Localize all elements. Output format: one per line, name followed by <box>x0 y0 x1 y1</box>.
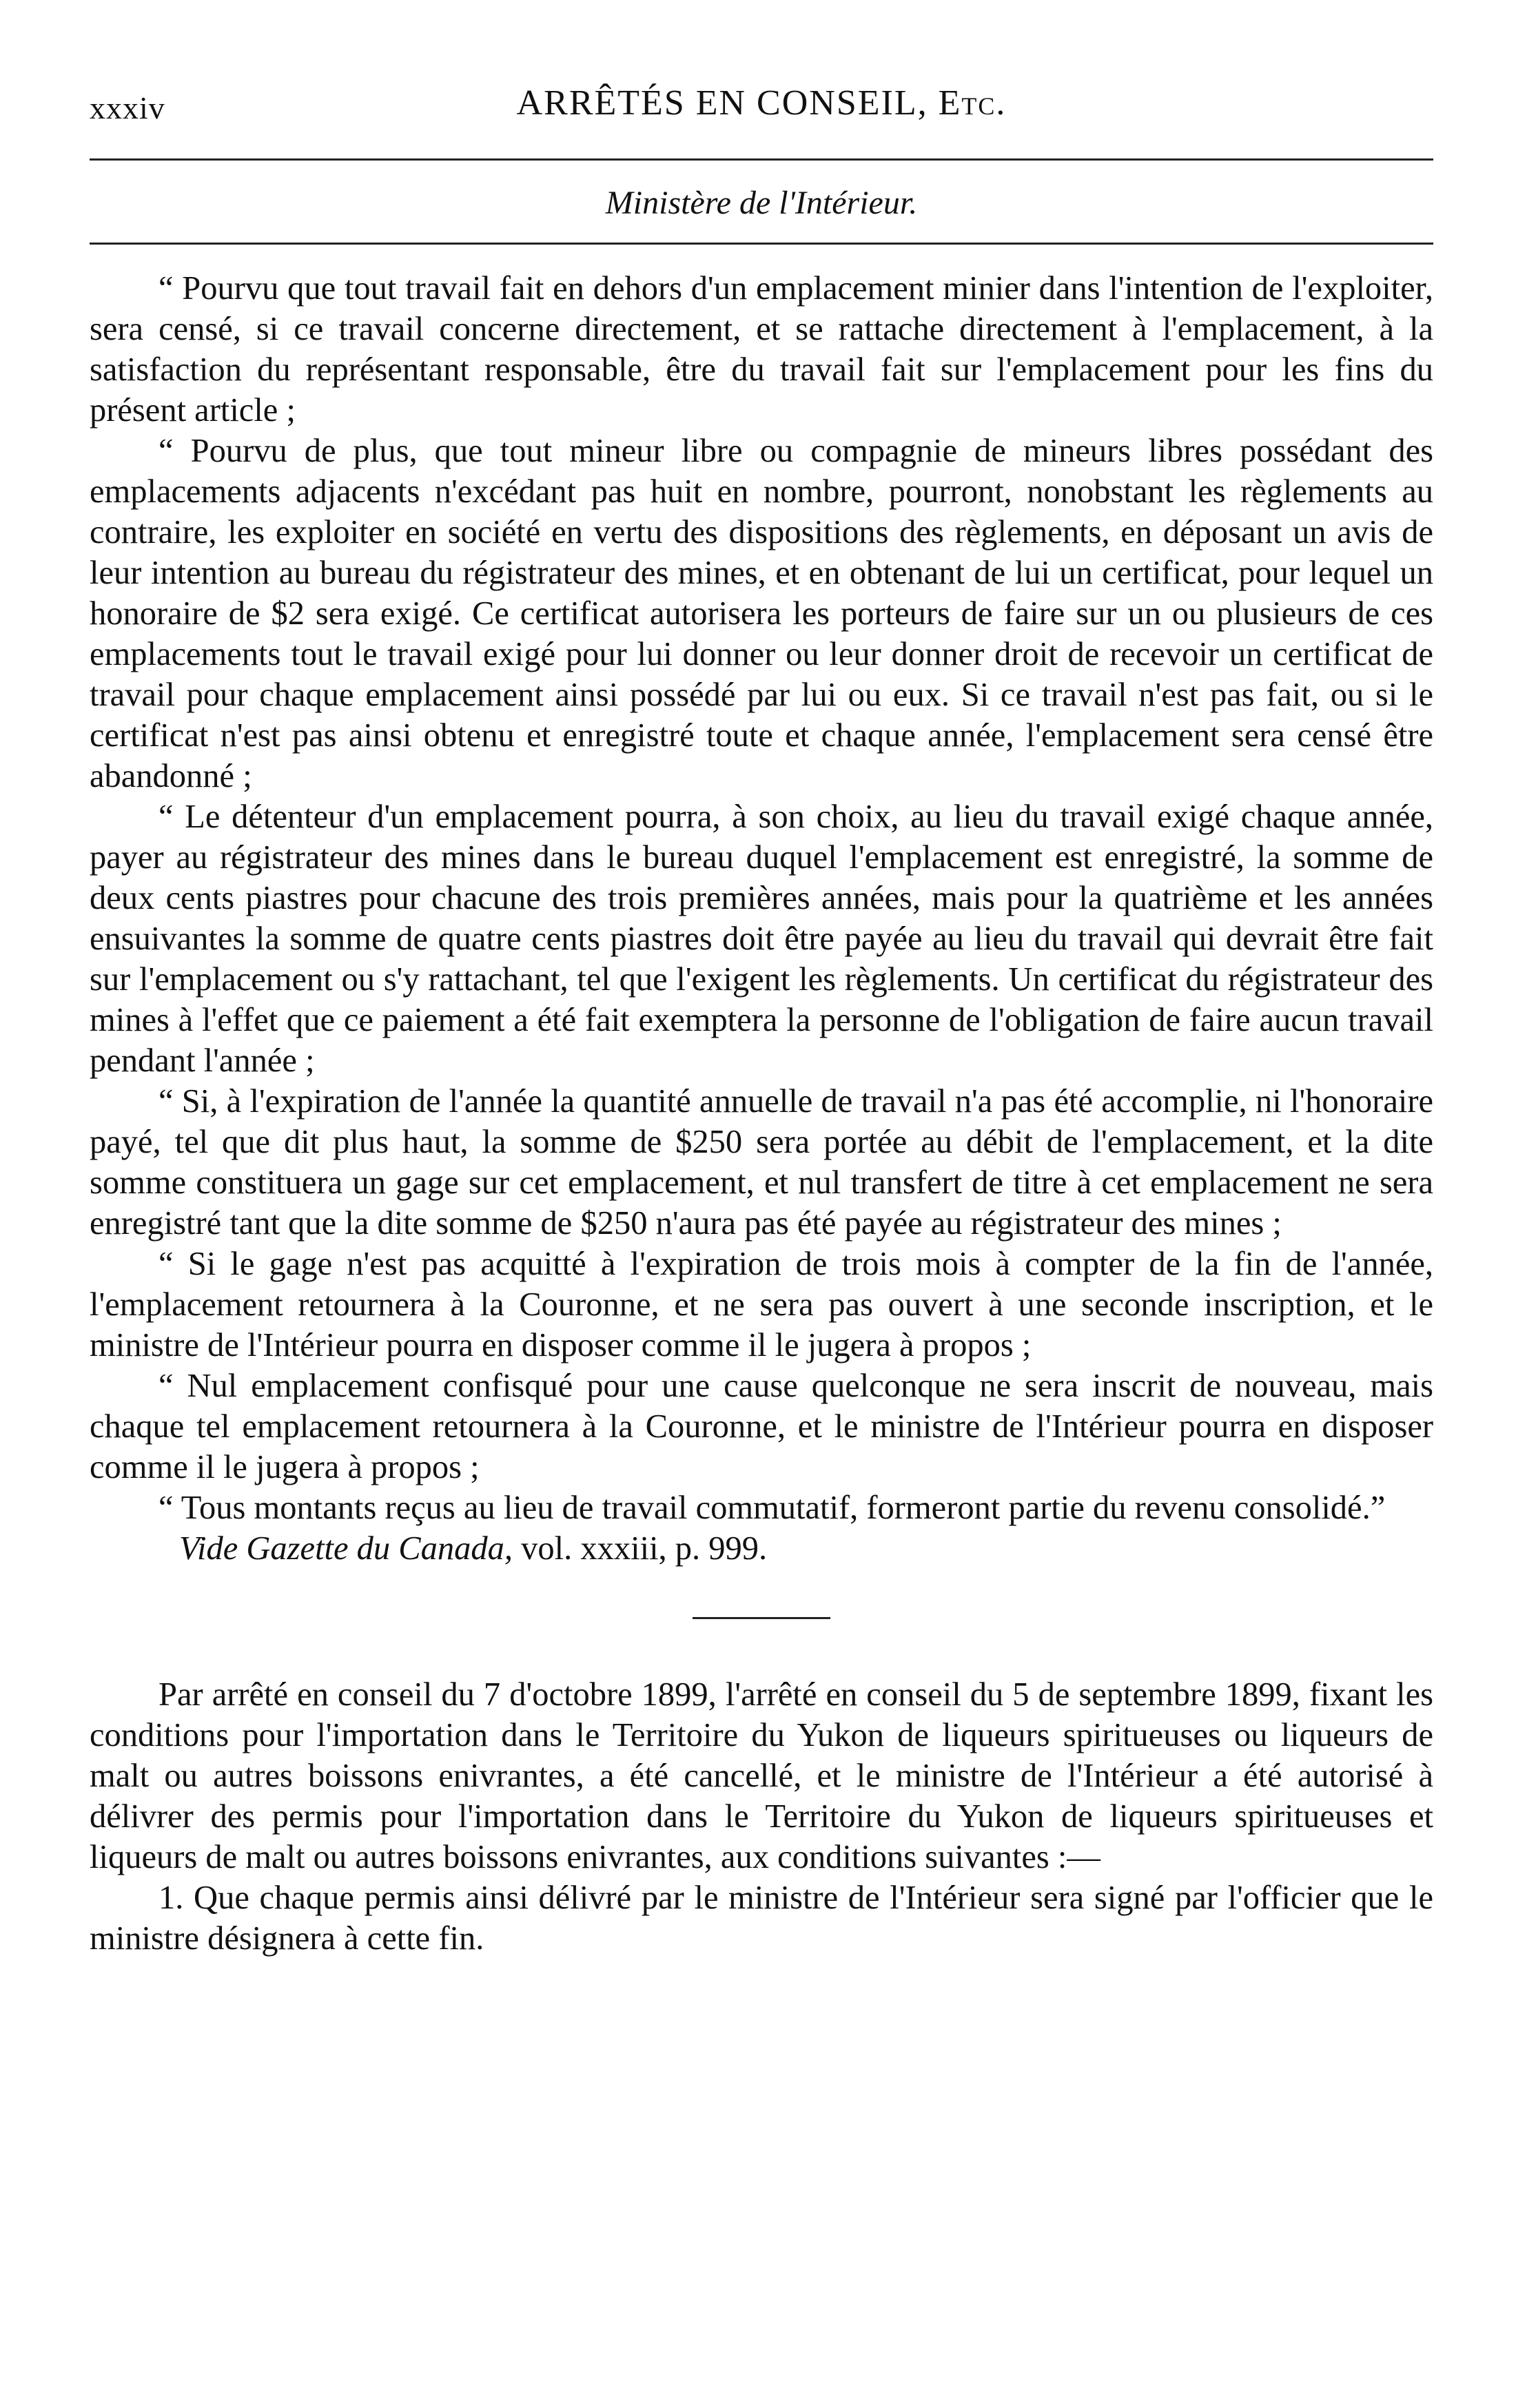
paragraph: “ Si le gage n'est pas acquitté à l'expiration de trois mois à compter de la fin de l'année, l'emplacement retournera à la Couronne, et ne sera pas ouvert à une seconde inscription, et le ministre de l'Intérieur pourra en disposer comme il le jugera à propos ; <box>90 1246 1433 1363</box>
citation-reference: vol. xxxiii, p. 999. <box>513 1530 768 1567</box>
header-rule-top <box>90 158 1433 161</box>
numbered-condition: 1. Que chaque permis ainsi délivré par le ministre de l'Intérieur sera signé par l'officier que le ministre désignera à cette fin. <box>90 1880 1433 1957</box>
header-rule-bottom <box>90 243 1433 245</box>
paragraph: “ Le détenteur d'un emplacement pourra, à son choix, au lieu du travail exigé chaque année, payer au régistrateur des mines dans le bureau duquel l'emplacement est enregistré, la somme de deux cents piastres pour chacune des trois premières années, mais pour la quatrième et les années ensuivantes la somme de quatre cents piastres doit être payée au lieu du travail qui devrait être fait sur l'emplacement ou s'y rattachant, tel que l'exigent les règlements. Un certificat du régistrateur des mines à l'effet que ce paiement a été fait exemptera la personne de l'obligation de faire aucun travail pendant l'année ; <box>90 799 1433 1079</box>
page-number: xxxiv <box>90 90 165 125</box>
paragraph: “ Pourvu de plus, que tout mineur libre ou compagnie de mineurs libres possédant des emplacements adjacents n'excédant pas huit en nombre, pourront, nonobstant les règlements au contraire, les exploiter en société en vertu des dispositions des règlements, en déposant un avis de leur intention au bureau du régistrateur des mines, et en obtenant de lui un certificat, pour lequel un honoraire de $2 sera exigé. Ce certificat autorisera les porteurs de faire sur un ou plusieurs de ces emplacements tout le travail exigé pour lui donner ou leur donner droit de recevoir un certificat de travail pour chaque emplacement ainsi possédé par lui ou eux. Si ce travail n'est pas fait, ou si le certificat n'est pas ainsi obtenu et enregistré toute et chaque année, l'emplacement sera censé être abandonné ; <box>90 433 1433 794</box>
paragraph: “ Pourvu que tout travail fait en dehors d'un emplacement minier dans l'intention de l'exploiter, sera censé, si ce travail concerne directement, et se rattache directement à l'emplacement, à la satisfaction du représentant responsable, être du travail fait sur l'emplacement pour les fins du présent article ; <box>90 270 1433 429</box>
gazette-citation <box>90 1528 1433 1569</box>
paragraph: “ Si, à l'expiration de l'année la quantité annuelle de travail n'a pas été accomplie, ni l'honoraire payé, tel que dit plus haut, la somme de $250 sera portée au débit de l'emplacement, et la dite somme constituera un gage sur cet emplacement, et nul transfert de titre à cet emplacement ne sera enregistré tant que la dite somme de $250 n'aura pas été payée au régistrateur des mines ; <box>90 1083 1433 1242</box>
section-title: Ministère de l'Intérieur. <box>605 185 918 221</box>
order-text <box>90 1674 1433 1959</box>
running-title: ARRÊTÉS EN CONSEIL, Etc. <box>516 83 1007 123</box>
paragraph: Par arrêté en conseil du 7 d'octobre 1899, l'arrêté en conseil du 5 de septembre 1899, fixant les conditions pour l'importation dans le Territoire du Yukon de liqueurs spiritueuses ou liqueurs de malt ou autres boissons enivrantes, a été cancellé, et le ministre de l'Intérieur a été autorisé à délivrer des permis pour l'importation dans le Territoire du Yukon de liqueurs spiritueuses et liqueurs de malt ou autres boissons enivrantes, aux conditions suivantes :— <box>90 1676 1433 1875</box>
section-divider <box>693 1617 830 1619</box>
citation-italic: Vide Gazette du Canada, <box>179 1530 513 1567</box>
page-header <box>90 83 1433 138</box>
paragraph: “ Nul emplacement confisqué pour une cause quelconque ne sera inscrit de nouveau, mais chaque tel emplacement retournera à la Couronne, et le ministre de l'Intérieur pourra en disposer comme il le jugera à propos ; <box>90 1368 1433 1485</box>
paragraph: “ Tous montants reçus au lieu de travail commutatif, formeront partie du revenu consolidé.” <box>158 1490 1386 1526</box>
regulation-text <box>90 268 1433 1528</box>
